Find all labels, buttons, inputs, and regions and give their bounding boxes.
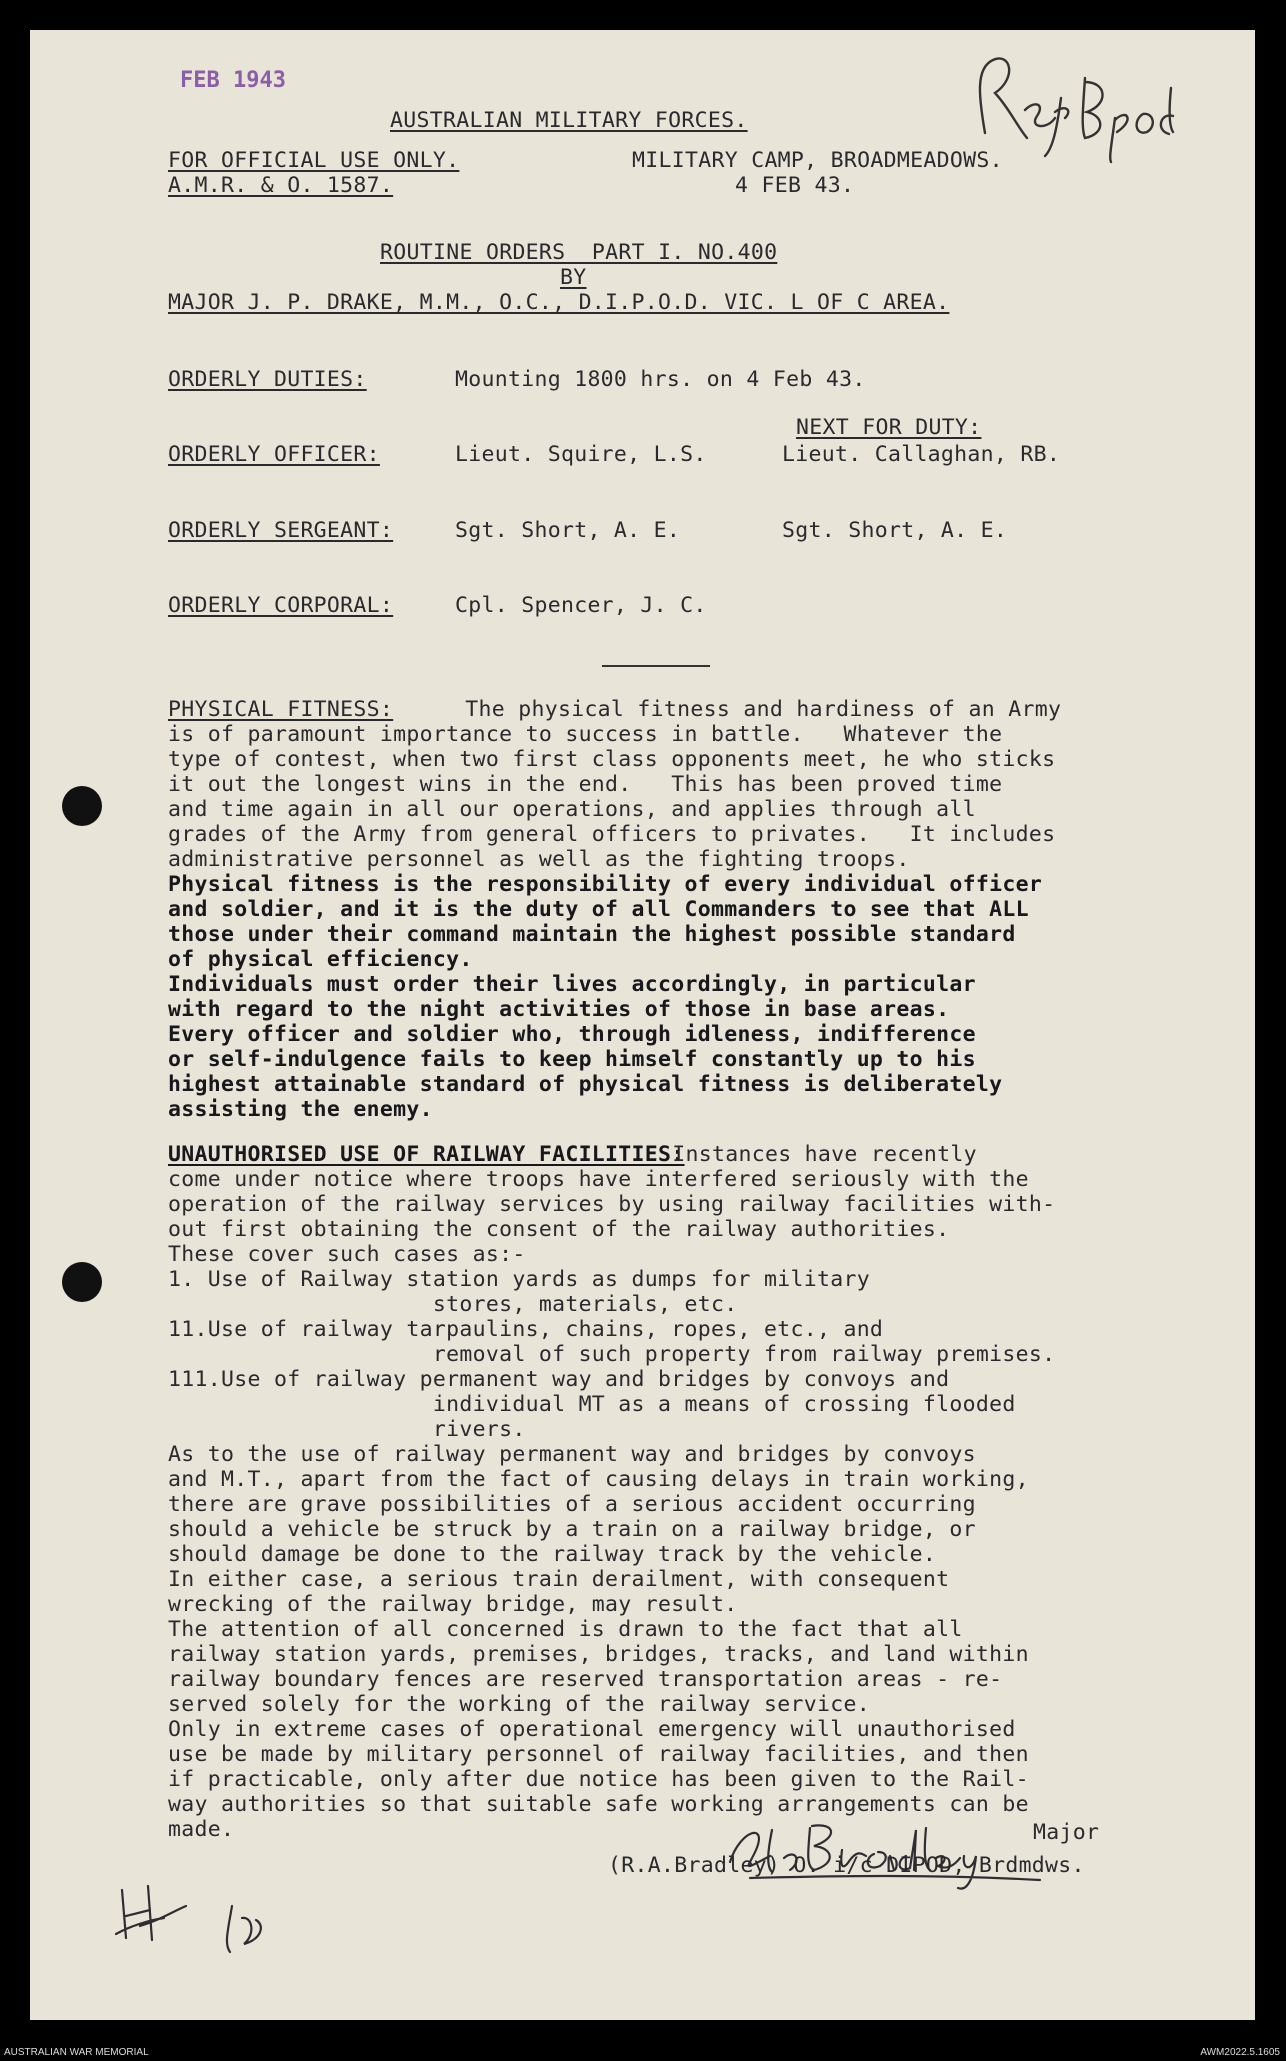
railway-line: out first obtaining the consent of the railway authorities. — [168, 1217, 950, 1242]
pf-bold-line: Individuals must order their lives accordingly, in particular — [168, 972, 976, 997]
railway-line: removal of such property from railway premises. — [168, 1342, 1056, 1367]
pf-bold-line: assisting the enemy. — [168, 1097, 433, 1122]
railway-line: way authorities so that suitable safe working arrangements can be — [168, 1792, 1029, 1817]
duty-value-officer: Lieut. Squire, L.S. — [455, 442, 707, 467]
railway-line: made. — [168, 1817, 235, 1842]
pf-bold-line: Every officer and soldier who, through idleness, indifference — [168, 1022, 976, 1047]
footer-accession-number: AWM2022.5.1605 — [1200, 2047, 1280, 2058]
railway-line: Only in extreme cases of operational emergency will unauthorised — [168, 1717, 1016, 1742]
railway-line: served solely for the working of the railway service. — [168, 1692, 870, 1717]
pf-bold-line: Physical fitness is the responsibility of every individual officer — [168, 872, 1043, 897]
railway-line: stores, materials, etc. — [168, 1292, 738, 1317]
signature-script — [710, 1800, 1090, 1895]
railway-heading: UNAUTHORISED USE OF RAILWAY FACILITIES: — [168, 1142, 685, 1167]
duty-label-sergeant: ORDERLY SERGEANT: — [168, 518, 394, 543]
pf-line: and time again in all our operations, and applies through all — [168, 797, 976, 822]
railway-line: use be made by military personnel of railway facilities, and then — [168, 1742, 1029, 1767]
railway-line: and M.T., apart from the fact of causing delays in train working, — [168, 1467, 1029, 1492]
pf-line: is of paramount importance to success in battle. Whatever the — [168, 722, 1003, 747]
section-divider — [602, 665, 710, 667]
railway-line: wrecking of the railway bridge, may result. — [168, 1592, 738, 1617]
location: MILITARY CAMP, BROADMEADOWS. — [632, 148, 1003, 173]
orders-issuer: MAJOR J. P. DRAKE, M.M., O.C., D.I.P.O.D. VIC. L OF C AREA. — [168, 290, 950, 315]
signature-block: (R.A.Bradley) O. i/c DIPOD, Brdmdws. — [608, 1853, 1085, 1878]
amr-reference: A.M.R. & O. 1587. — [168, 173, 394, 198]
railway-line: come under notice where troops have interfered seriously with the — [168, 1167, 1029, 1192]
pf-line: type of contest, when two first class opponents meet, he who sticks — [168, 747, 1056, 772]
pf-bold-line: and soldier, and it is the duty of all Commanders to see that ALL — [168, 897, 1029, 922]
date-stamp: FEB 1943 — [180, 68, 286, 93]
duty-label-officer: ORDERLY OFFICER: — [168, 442, 380, 467]
initials-annotation — [100, 1860, 300, 1970]
duty-value-corporal: Cpl. Spencer, J. C. — [455, 593, 707, 618]
pf-bold-line: of physical efficiency. — [168, 947, 473, 972]
railway-line: railway station yards, premises, bridges, tracks, and land within — [168, 1642, 1029, 1667]
pf-bold-line: or self-indulgence fails to keep himself constantly up to his — [168, 1047, 976, 1072]
pf-line: it out the longest wins in the end. This has been proved time — [168, 772, 1003, 797]
doc-title: AUSTRALIAN MILITARY FORCES. — [390, 108, 748, 133]
routine-orders-title: ROUTINE ORDERS PART I. NO.400 — [380, 240, 778, 265]
footer-archive-name: AUSTRALIAN WAR MEMORIAL — [4, 2047, 149, 2058]
duty-label-corporal: ORDERLY CORPORAL: — [168, 593, 394, 618]
duty-value-sergeant: Sgt. Short, A. E. — [455, 518, 681, 543]
document-date: 4 FEB 43. — [735, 173, 855, 198]
pf-line: grades of the Army from general officers to privates. It includes — [168, 822, 1056, 847]
railway-line: 1. Use of Railway station yards as dumps for military — [168, 1267, 870, 1292]
railway-line: should damage be done to the railway track by the vehicle. — [168, 1542, 937, 1567]
duty-next-sergeant: Sgt. Short, A. E. — [782, 518, 1008, 543]
punch-hole-top — [62, 786, 102, 826]
duty-next-officer: Lieut. Callaghan, RB. — [782, 442, 1061, 467]
document-page — [30, 30, 1255, 2020]
railway-line: These cover such cases as:- — [168, 1242, 526, 1267]
railway-line: As to the use of railway permanent way and bridges by convoys — [168, 1442, 976, 1467]
railway-line: Instances have recently — [659, 1142, 977, 1167]
pf-line: The physical fitness and hardiness of an Army — [452, 697, 1062, 722]
railway-line: if practicable, only after due notice has been given to the Rail- — [168, 1767, 1029, 1792]
railway-line: railway boundary fences are reserved transportation areas - re- — [168, 1667, 1003, 1692]
pf-bold-line: highest attainable standard of physical fitness is deliberately — [168, 1072, 1003, 1097]
railway-line: individual MT as a means of crossing flooded — [168, 1392, 1016, 1417]
railway-line: The attention of all concerned is drawn to the fact that all — [168, 1617, 963, 1642]
railway-line: operation of the railway services by using railway facilities with- — [168, 1192, 1056, 1217]
duty-value-duties: Mounting 1800 hrs. on 4 Feb 43. — [455, 367, 866, 392]
railway-line: 111.Use of railway permanent way and bridges by convoys and — [168, 1367, 950, 1392]
orders-by: BY — [560, 265, 587, 290]
pf-bold-line: with regard to the night activities of those in base areas. — [168, 997, 950, 1022]
railway-line: In either case, a serious train derailment, with consequent — [168, 1567, 950, 1592]
railway-line: there are grave possibilities of a serious accident occurring — [168, 1492, 976, 1517]
railway-line: rivers. — [168, 1417, 526, 1442]
duty-label-duties: ORDERLY DUTIES: — [168, 367, 367, 392]
pf-line: administrative personnel as well as the fighting troops. — [168, 847, 910, 872]
railway-line: should a vehicle be struck by a train on a railway bridge, or — [168, 1517, 976, 1542]
official-use-line: FOR OFFICIAL USE ONLY. — [168, 148, 460, 173]
next-for-duty-label: NEXT FOR DUTY: — [796, 415, 982, 440]
pf-bold-line: those under their command maintain the highest possible standard — [168, 922, 1016, 947]
railway-line: 11.Use of railway tarpaulins, chains, ropes, etc., and — [168, 1317, 884, 1342]
signature-rank: Major — [1033, 1820, 1100, 1845]
punch-hole-bottom — [62, 1262, 102, 1302]
physical-fitness-heading: PHYSICAL FITNESS: — [168, 697, 394, 722]
